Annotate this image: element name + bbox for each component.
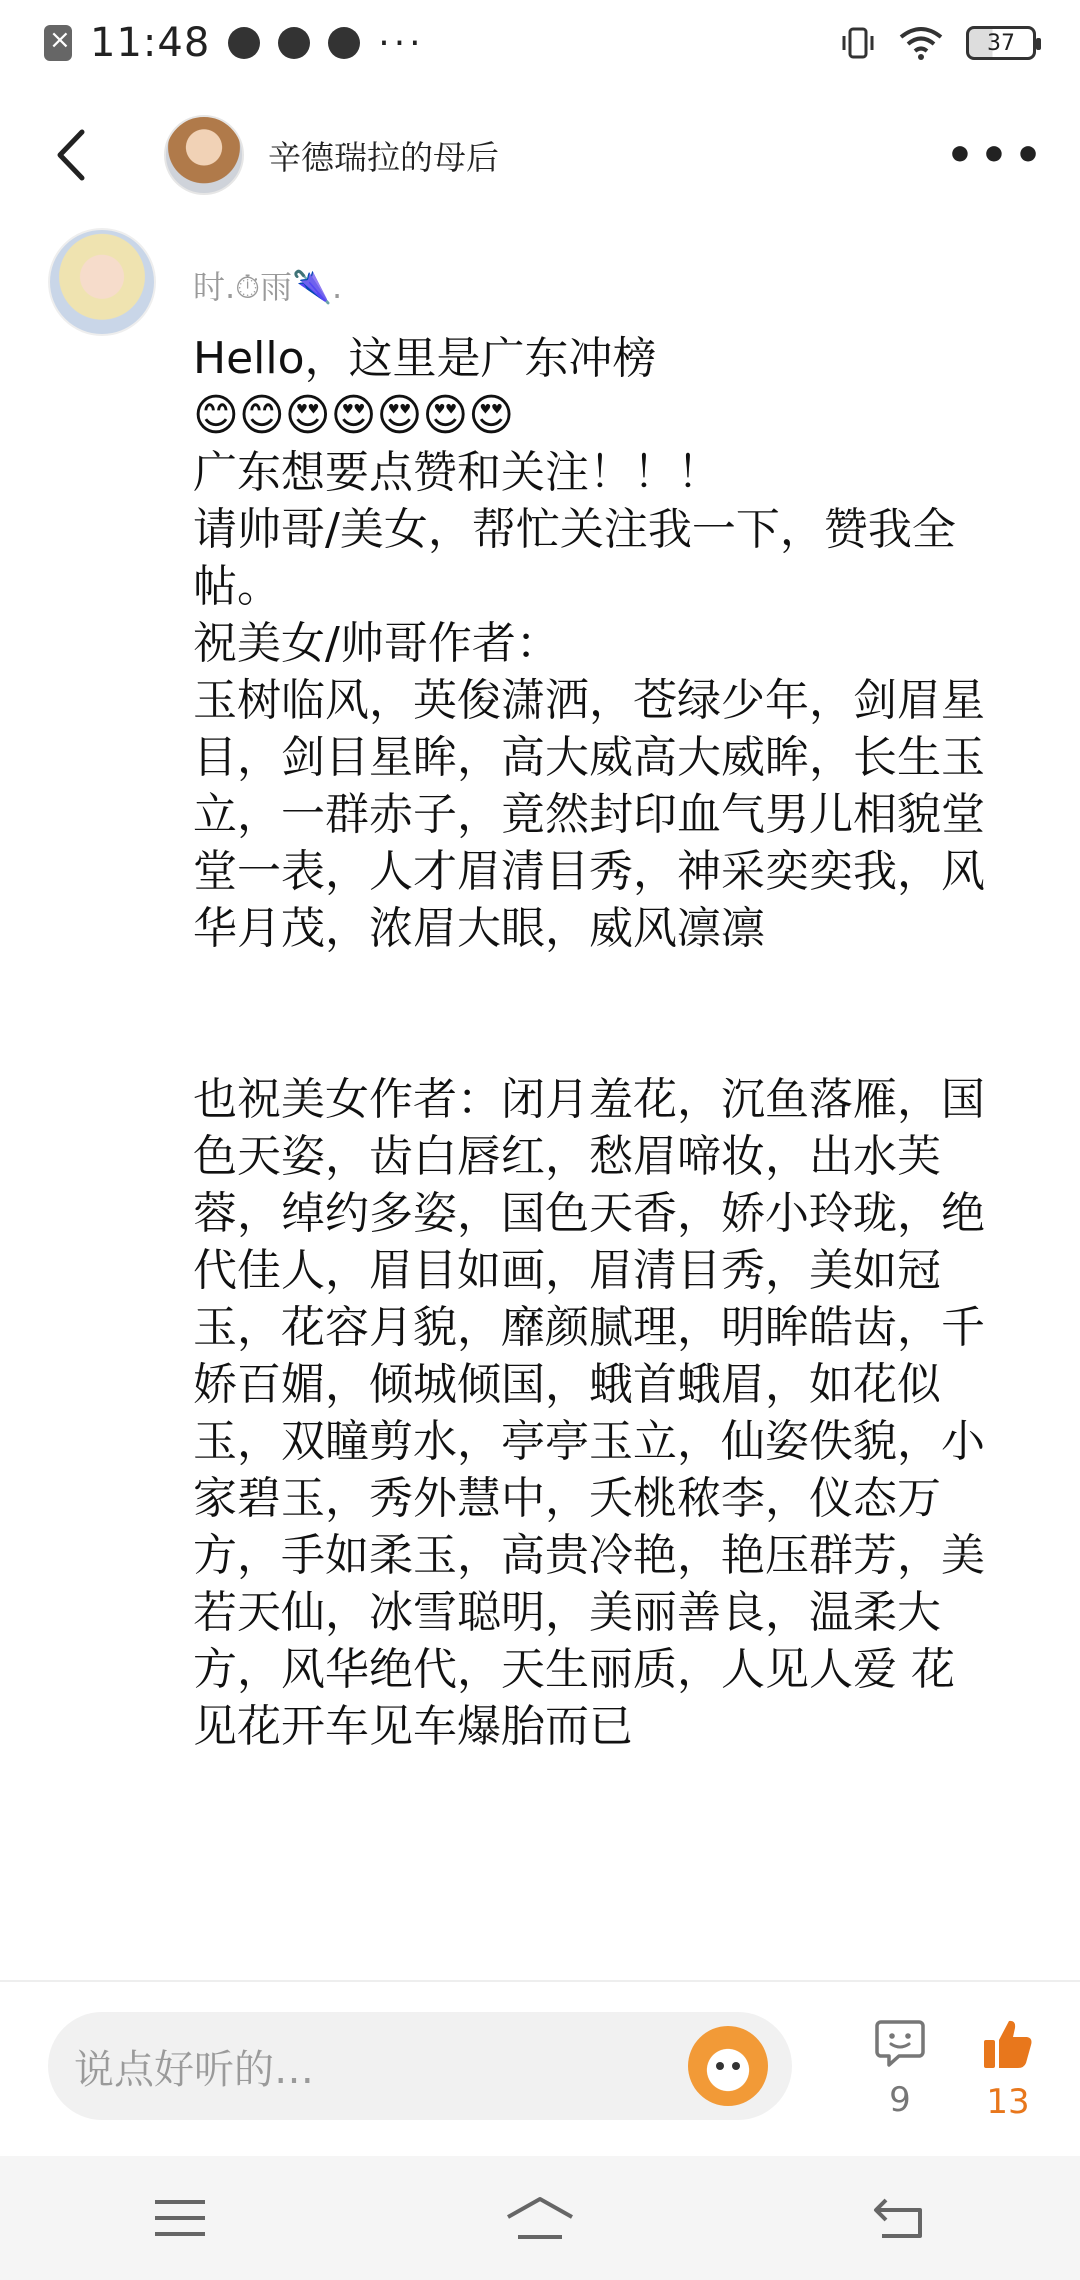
post-header xyxy=(0,100,1080,210)
menu-icon xyxy=(153,2198,207,2238)
comment-count: 9 xyxy=(889,2080,911,2120)
comment-placeholder: 说点好听的… xyxy=(74,2046,314,2093)
status-time: 11:48 xyxy=(90,20,211,66)
home-button[interactable] xyxy=(480,2178,600,2258)
comment-icon xyxy=(873,2016,927,2070)
thumbs-up-icon xyxy=(980,2016,1036,2072)
more-options-button[interactable]: ••• xyxy=(945,129,1049,181)
back-arrow-icon xyxy=(872,2196,928,2240)
forum-avatar[interactable] xyxy=(164,115,244,195)
author-avatar[interactable] xyxy=(48,228,156,336)
status-right xyxy=(840,25,1036,61)
like-count: 13 xyxy=(986,2082,1030,2122)
back-button[interactable] xyxy=(40,115,100,195)
mascot-emoji-icon[interactable] xyxy=(688,2026,768,2106)
divider xyxy=(0,1980,1080,1982)
app-icon xyxy=(278,27,310,59)
vibrate-icon xyxy=(840,25,876,61)
comments-button[interactable] xyxy=(855,2016,945,2120)
battery-level: 37 xyxy=(987,30,1015,56)
menu-button[interactable] xyxy=(120,2178,240,2258)
back-nav-button[interactable] xyxy=(840,2178,960,2258)
home-icon xyxy=(504,2195,576,2241)
system-nav-bar xyxy=(0,2156,1080,2280)
post-content: Hello，这里是广东冲榜 😊😊😍😍😍😍😍 广东想要点赞和关注！！！ 请帅哥/美女，帮忙关注我一下，赞我全帖。 祝美女/帅哥作者： 玉树临风，英俊潇洒，苍绿少年，剑眉星目，剑目星眸，高大威高大威眸，长生玉立，一群赤子，竟然封印血气男儿相貌堂堂一表，人才眉清目秀，神采奕奕我，风华月茂，浓眉大眼，威风凛凛 也祝美女作者：闭月羞花，沉鱼落雁，国色天姿，齿白唇红，愁眉啼妆，出水芙蓉，绰约多姿，国色天香，娇小玲珑，绝代佳人，眉目如画，眉清目秀，美如冠玉，花容月貌，靡颜腻理，明眸皓齿，千娇百媚，倾城倾国，蛾首蛾眉，如花似玉，双瞳剪水，亭亭玉立，仙姿佚貌，小家碧玉，秀外慧中，夭桃秾李，仪态万方，手如柔玉，高贵冷艳，艳压群芳，美若天仙，冰雪聪明，美丽善良，温柔大方，风华绝代，天生丽质，人见人爱 花见花开车见车爆胎而已 xyxy=(193,333,985,1752)
status-left xyxy=(44,20,425,66)
more-notifications-icon: ··· xyxy=(378,22,425,64)
like-button[interactable] xyxy=(963,2016,1053,2122)
music-app-icon xyxy=(228,27,260,59)
chevron-left-icon xyxy=(52,128,88,182)
wifi-icon xyxy=(898,25,944,61)
author-name[interactable]: 时.⏱雨🌂. xyxy=(193,268,343,306)
fan-app-icon xyxy=(328,27,360,59)
status-bar xyxy=(0,0,1080,86)
forum-title[interactable]: 辛德瑞拉的母后 xyxy=(268,137,499,177)
notification-icon xyxy=(44,25,72,61)
comment-input[interactable] xyxy=(48,2012,792,2120)
battery-icon xyxy=(966,26,1036,60)
